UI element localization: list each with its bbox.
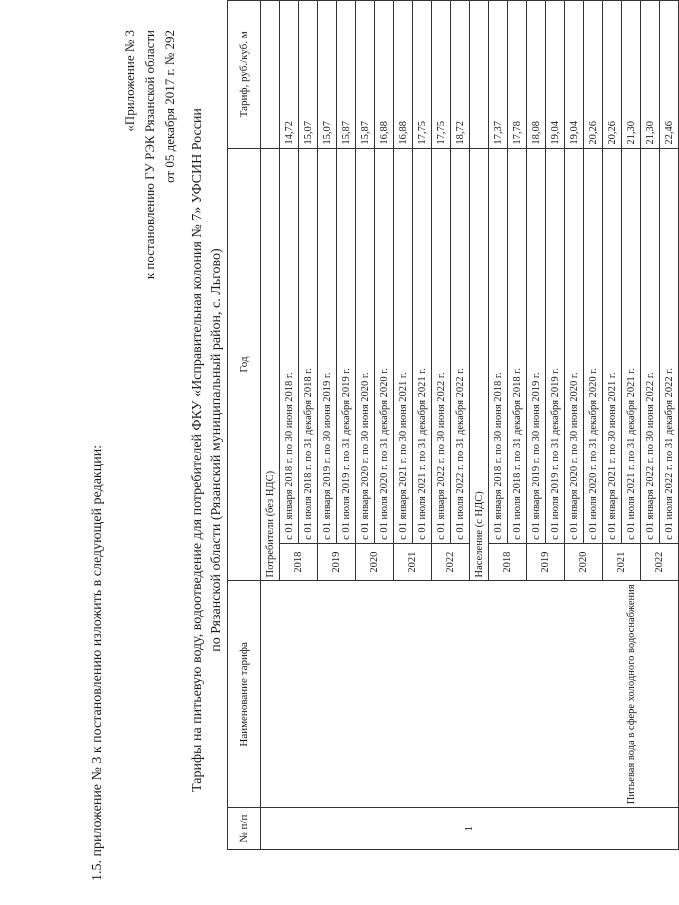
tariff-cell: 15,07 [299, 1, 318, 149]
header-period: Год [228, 148, 261, 581]
tariff-cell: 15,87 [356, 1, 375, 149]
tariff-cell: 20,26 [584, 1, 603, 149]
tariff-cell: 21,30 [622, 1, 641, 149]
period-cell: с 01 января 2018 г. по 30 июня 2018 г. [489, 148, 508, 543]
year-cell: 2019 [527, 543, 565, 581]
section-label: Население (с НДС) [470, 148, 489, 581]
year-cell: 2020 [356, 543, 394, 581]
tariff-cell: 16,88 [394, 1, 413, 149]
tariff-cell: 15,07 [318, 1, 337, 149]
period-cell: с 01 января 2022 г. по 30 июня 2022 г. [641, 148, 660, 543]
appendix-number: «Приложение № 3 [122, 30, 137, 132]
section-label: Потребители (без НДС) [261, 148, 280, 581]
tariff-cell: 21,30 [641, 1, 660, 149]
period-cell: с 01 июля 2021 г. по 31 декабря 2021 г. [622, 148, 641, 543]
tariff-cell: 18,72 [451, 1, 470, 149]
header-num: № п/п [228, 808, 261, 850]
section-tariff-cell [261, 1, 280, 149]
period-cell: с 01 января 2020 г. по 30 июня 2020 г. [356, 148, 375, 543]
period-cell: с 01 января 2022 г. по 30 июня 2022 г. [432, 148, 451, 543]
year-cell: 2020 [565, 543, 603, 581]
period-cell: с 01 июля 2020 г. по 31 декабря 2020 г. [584, 148, 603, 543]
title-line-1: Тарифы на питьевую воду, водоотведение для потребителей ФКУ «Исправительная колония № 7» УФСИН России [190, 108, 205, 792]
period-cell: с 01 июля 2022 г. по 31 декабря 2022 г. [451, 148, 470, 543]
tariff-cell: 16,88 [375, 1, 394, 149]
section-row [261, 1, 280, 850]
period-cell: с 01 января 2019 г. по 30 июня 2019 г. [527, 148, 546, 543]
year-cell: 2018 [489, 543, 527, 581]
period-cell: с 01 июля 2020 г. по 31 декабря 2020 г. [375, 148, 394, 543]
tariff-name: Питьевая вода в сфере холодного водоснабжения [261, 581, 679, 808]
tariff-cell: 20,26 [603, 1, 622, 149]
period-cell: с 01 января 2021 г. по 30 июня 2021 г. [603, 148, 622, 543]
tariff-cell: 19,04 [546, 1, 565, 149]
intro-text: 1.5. приложение № 3 к постановлению изложить в следующей редакции: [90, 444, 105, 881]
tariff-cell: 18,08 [527, 1, 546, 149]
tariff-cell: 15,87 [337, 1, 356, 149]
year-cell: 2019 [318, 543, 356, 581]
header-name: Наименование тарифа [228, 581, 261, 808]
appendix-date: от 05 декабря 2017 г. № 292 [162, 30, 177, 183]
tariff-cell: 17,75 [432, 1, 451, 149]
tariff-table [227, 0, 679, 850]
year-cell: 2021 [394, 543, 432, 581]
header-tariff: Тариф, руб./куб. м [228, 1, 261, 149]
appendix-resolution: к постановлению ГУ РЭК Рязанской области [142, 30, 157, 280]
period-cell: с 01 июля 2019 г. по 31 декабря 2019 г. [546, 148, 565, 543]
period-cell: с 01 июля 2018 г. по 31 декабря 2018 г. [508, 148, 527, 543]
tariff-cell: 17,37 [489, 1, 508, 149]
tariff-cell: 14,72 [280, 1, 299, 149]
section-tariff-cell [470, 1, 489, 149]
period-cell: с 01 июля 2019 г. по 31 декабря 2019 г. [337, 148, 356, 543]
tariff-cell: 19,04 [565, 1, 584, 149]
tariff-cell: 17,75 [413, 1, 432, 149]
period-cell: с 01 января 2019 г. по 30 июня 2019 г. [318, 148, 337, 543]
period-cell: с 01 июля 2022 г. по 31 декабря 2022 г. [660, 148, 679, 543]
row-number: 1 [261, 808, 679, 850]
year-cell: 2022 [432, 543, 470, 581]
table-header-row [228, 1, 261, 850]
period-cell: с 01 января 2020 г. по 30 июня 2020 г. [565, 148, 584, 543]
tariff-cell: 22,46 [660, 1, 679, 149]
year-cell: 2021 [603, 543, 641, 581]
period-cell: с 01 июля 2021 г. по 31 декабря 2021 г. [413, 148, 432, 543]
period-cell: с 01 января 2018 г. по 30 июня 2018 г. [280, 148, 299, 543]
title-line-2: по Рязанской области (Рязанский муниципальный район, с. Льгово) [209, 248, 224, 652]
period-cell: с 01 июля 2018 г. по 31 декабря 2018 г. [299, 148, 318, 543]
year-cell: 2018 [280, 543, 318, 581]
appendix-reference [120, 30, 180, 279]
document-title [188, 35, 226, 865]
year-cell: 2022 [641, 543, 679, 581]
table-body [261, 1, 679, 850]
period-cell: с 01 января 2021 г. по 30 июня 2021 г. [394, 148, 413, 543]
tariff-cell: 17,78 [508, 1, 527, 149]
